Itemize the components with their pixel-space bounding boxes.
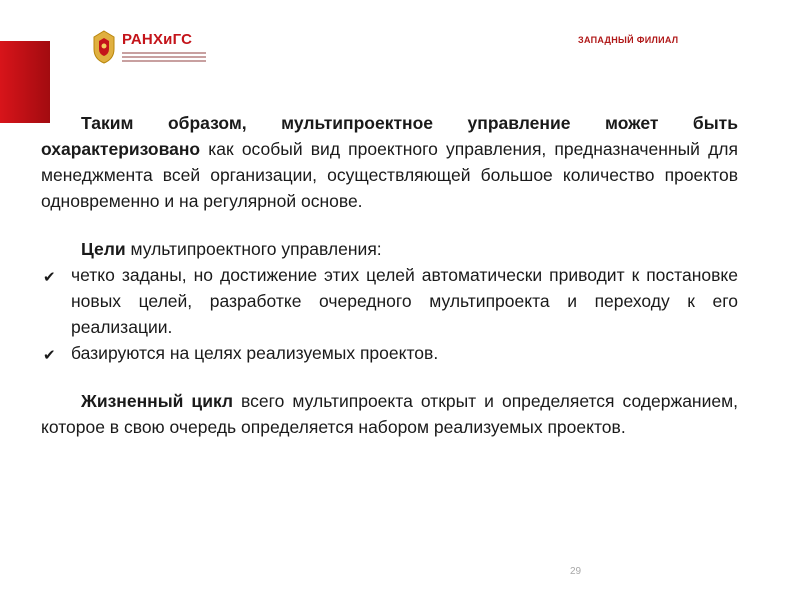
branch-label: ЗАПАДНЫЙ ФИЛИАЛ — [578, 35, 679, 45]
list-item — [41, 262, 738, 340]
emblem-icon — [90, 29, 118, 65]
goal-text: базируются на целях реализуемых проектов. — [71, 343, 439, 363]
paragraph-summary — [41, 110, 738, 214]
goals-list — [41, 262, 738, 366]
slide-content — [41, 110, 738, 440]
summary-bold: Таким образом, мультипроектное управление может быть охарактеризовано — [41, 113, 738, 159]
goals-bold: Цели — [81, 239, 126, 259]
goals-heading-text: мультипроектного управления: — [125, 239, 382, 259]
logo-text — [122, 32, 206, 62]
logo-title: РАНХиГС — [122, 31, 193, 48]
goals-heading — [41, 236, 738, 262]
checkmark-icon: ✔ — [43, 269, 56, 286]
logo-subtitle-lines — [122, 50, 206, 62]
paragraph-lifecycle — [41, 388, 738, 440]
summary-text: как особый вид проектного управления, предназначенный для менеджмента всей организации, осуществляющей большое количество проектов одновременно и на регулярной основе. — [41, 139, 738, 211]
list-item — [41, 340, 738, 366]
logo — [90, 27, 210, 67]
lifecycle-text: всего мультипроекта открыт и определяется содержанием, которое в свою очередь определяется набором реализуемых проектов. — [41, 391, 739, 437]
checkmark-icon: ✔ — [43, 347, 56, 364]
goal-text: четко заданы, но достижение этих целей автоматически приводит к постановке новых целей, разработке очередного мультипроекта и переходу к его реализации. — [71, 265, 738, 337]
page-number: 29 — [570, 566, 582, 577]
lifecycle-bold: Жизненный цикл — [81, 391, 234, 411]
